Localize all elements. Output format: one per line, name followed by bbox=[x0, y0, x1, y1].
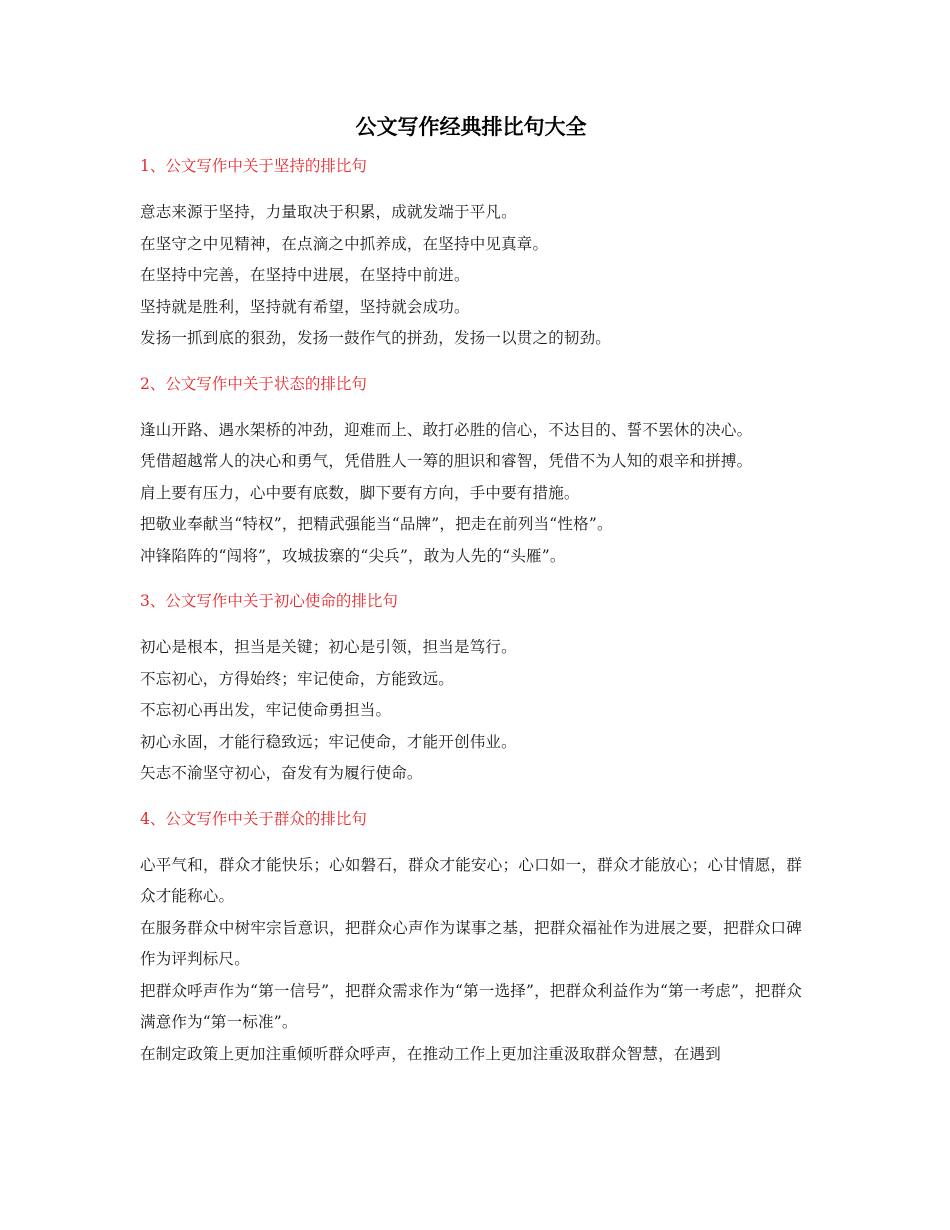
paragraph: 在坚持中完善，在坚持中进展，在坚持中前进。 bbox=[140, 266, 470, 284]
paragraph: 意志来源于坚持，力量取决于积累，成就发端于平凡。 bbox=[140, 203, 517, 221]
paragraph: 在服务群众中树牢宗旨意识，把群众心声作为谋事之基，把群众福祉作为进展之要，把群众口碑作为评判标尺。 bbox=[140, 918, 802, 968]
paragraph: 在坚守之中见精神，在点滴之中抓养成，在坚持中见真章。 bbox=[140, 234, 549, 253]
paragraph: 不忘初心再出发，牢记使命勇担当。 bbox=[140, 701, 392, 719]
section-heading: 1、公文写作中关于坚持的排比句 bbox=[140, 157, 367, 175]
paragraph: 把敬业奉献当“特权”，把精武强能当“品牌”，把走在前列当“性格”。 bbox=[140, 515, 613, 533]
paragraph: 逢山开路、遇水架桥的冲劲，迎难而上、敢打必胜的信心，不达目的、誓不罢休的决心。 bbox=[140, 420, 753, 439]
paragraph: 初心永固，才能行稳致远；牢记使命，才能开创伟业。 bbox=[140, 732, 517, 751]
paragraph: 不忘初心，方得始终；牢记使命，方能致远。 bbox=[140, 669, 455, 688]
section-persistence bbox=[140, 154, 802, 355]
paragraph: 初心是根本，担当是关键；初心是引领，担当是笃行。 bbox=[140, 638, 517, 656]
paragraph: 矢志不渝坚守初心，奋发有为履行使命。 bbox=[140, 764, 423, 782]
section-heading: 2、公文写作中关于状态的排比句 bbox=[140, 374, 367, 393]
paragraph: 发扬一抓到底的狠劲，发扬一鼓作气的拼劲，发扬一以贯之的韧劲。 bbox=[140, 329, 612, 347]
section-state bbox=[140, 372, 802, 573]
document-title: 公文写作经典排比句大全 bbox=[355, 114, 587, 139]
section-heading: 3、公文写作中关于初心使命的排比句 bbox=[140, 592, 398, 610]
section-heading: 4、公文写作中关于群众的排比句 bbox=[140, 809, 367, 828]
paragraph: 心平气和，群众才能快乐；心如磐石，群众才能安心；心口如一，群众才能放心；心甘情愿，群众才能称心。 bbox=[140, 855, 802, 905]
document-page bbox=[140, 112, 802, 1087]
paragraph: 凭借超越常人的决心和勇气，凭借胜人一筹的胆识和睿智，凭借不为人知的艰辛和拼搏。 bbox=[140, 452, 753, 470]
section-masses bbox=[140, 807, 802, 1071]
paragraph: 冲锋陷阵的“闯将”，攻城拔寨的“尖兵”，敢为人先的“头雁”。 bbox=[140, 546, 566, 565]
paragraph: 肩上要有压力，心中要有底数，脚下要有方向，手中要有措施。 bbox=[140, 483, 580, 502]
paragraph: 坚持就是胜利，坚持就有希望，坚持就会成功。 bbox=[140, 297, 470, 316]
paragraph: 在制定政策上更加注重倾听群众呼声，在推动工作上更加注重汲取群众智慧，在遇到 bbox=[140, 1044, 721, 1063]
paragraph: 把群众呼声作为“第一信号”，把群众需求作为“第一选择”，把群众利益作为“第一考虑”，把群众满意作为“第一标准”。 bbox=[140, 981, 802, 1031]
section-original-mission bbox=[140, 589, 802, 790]
